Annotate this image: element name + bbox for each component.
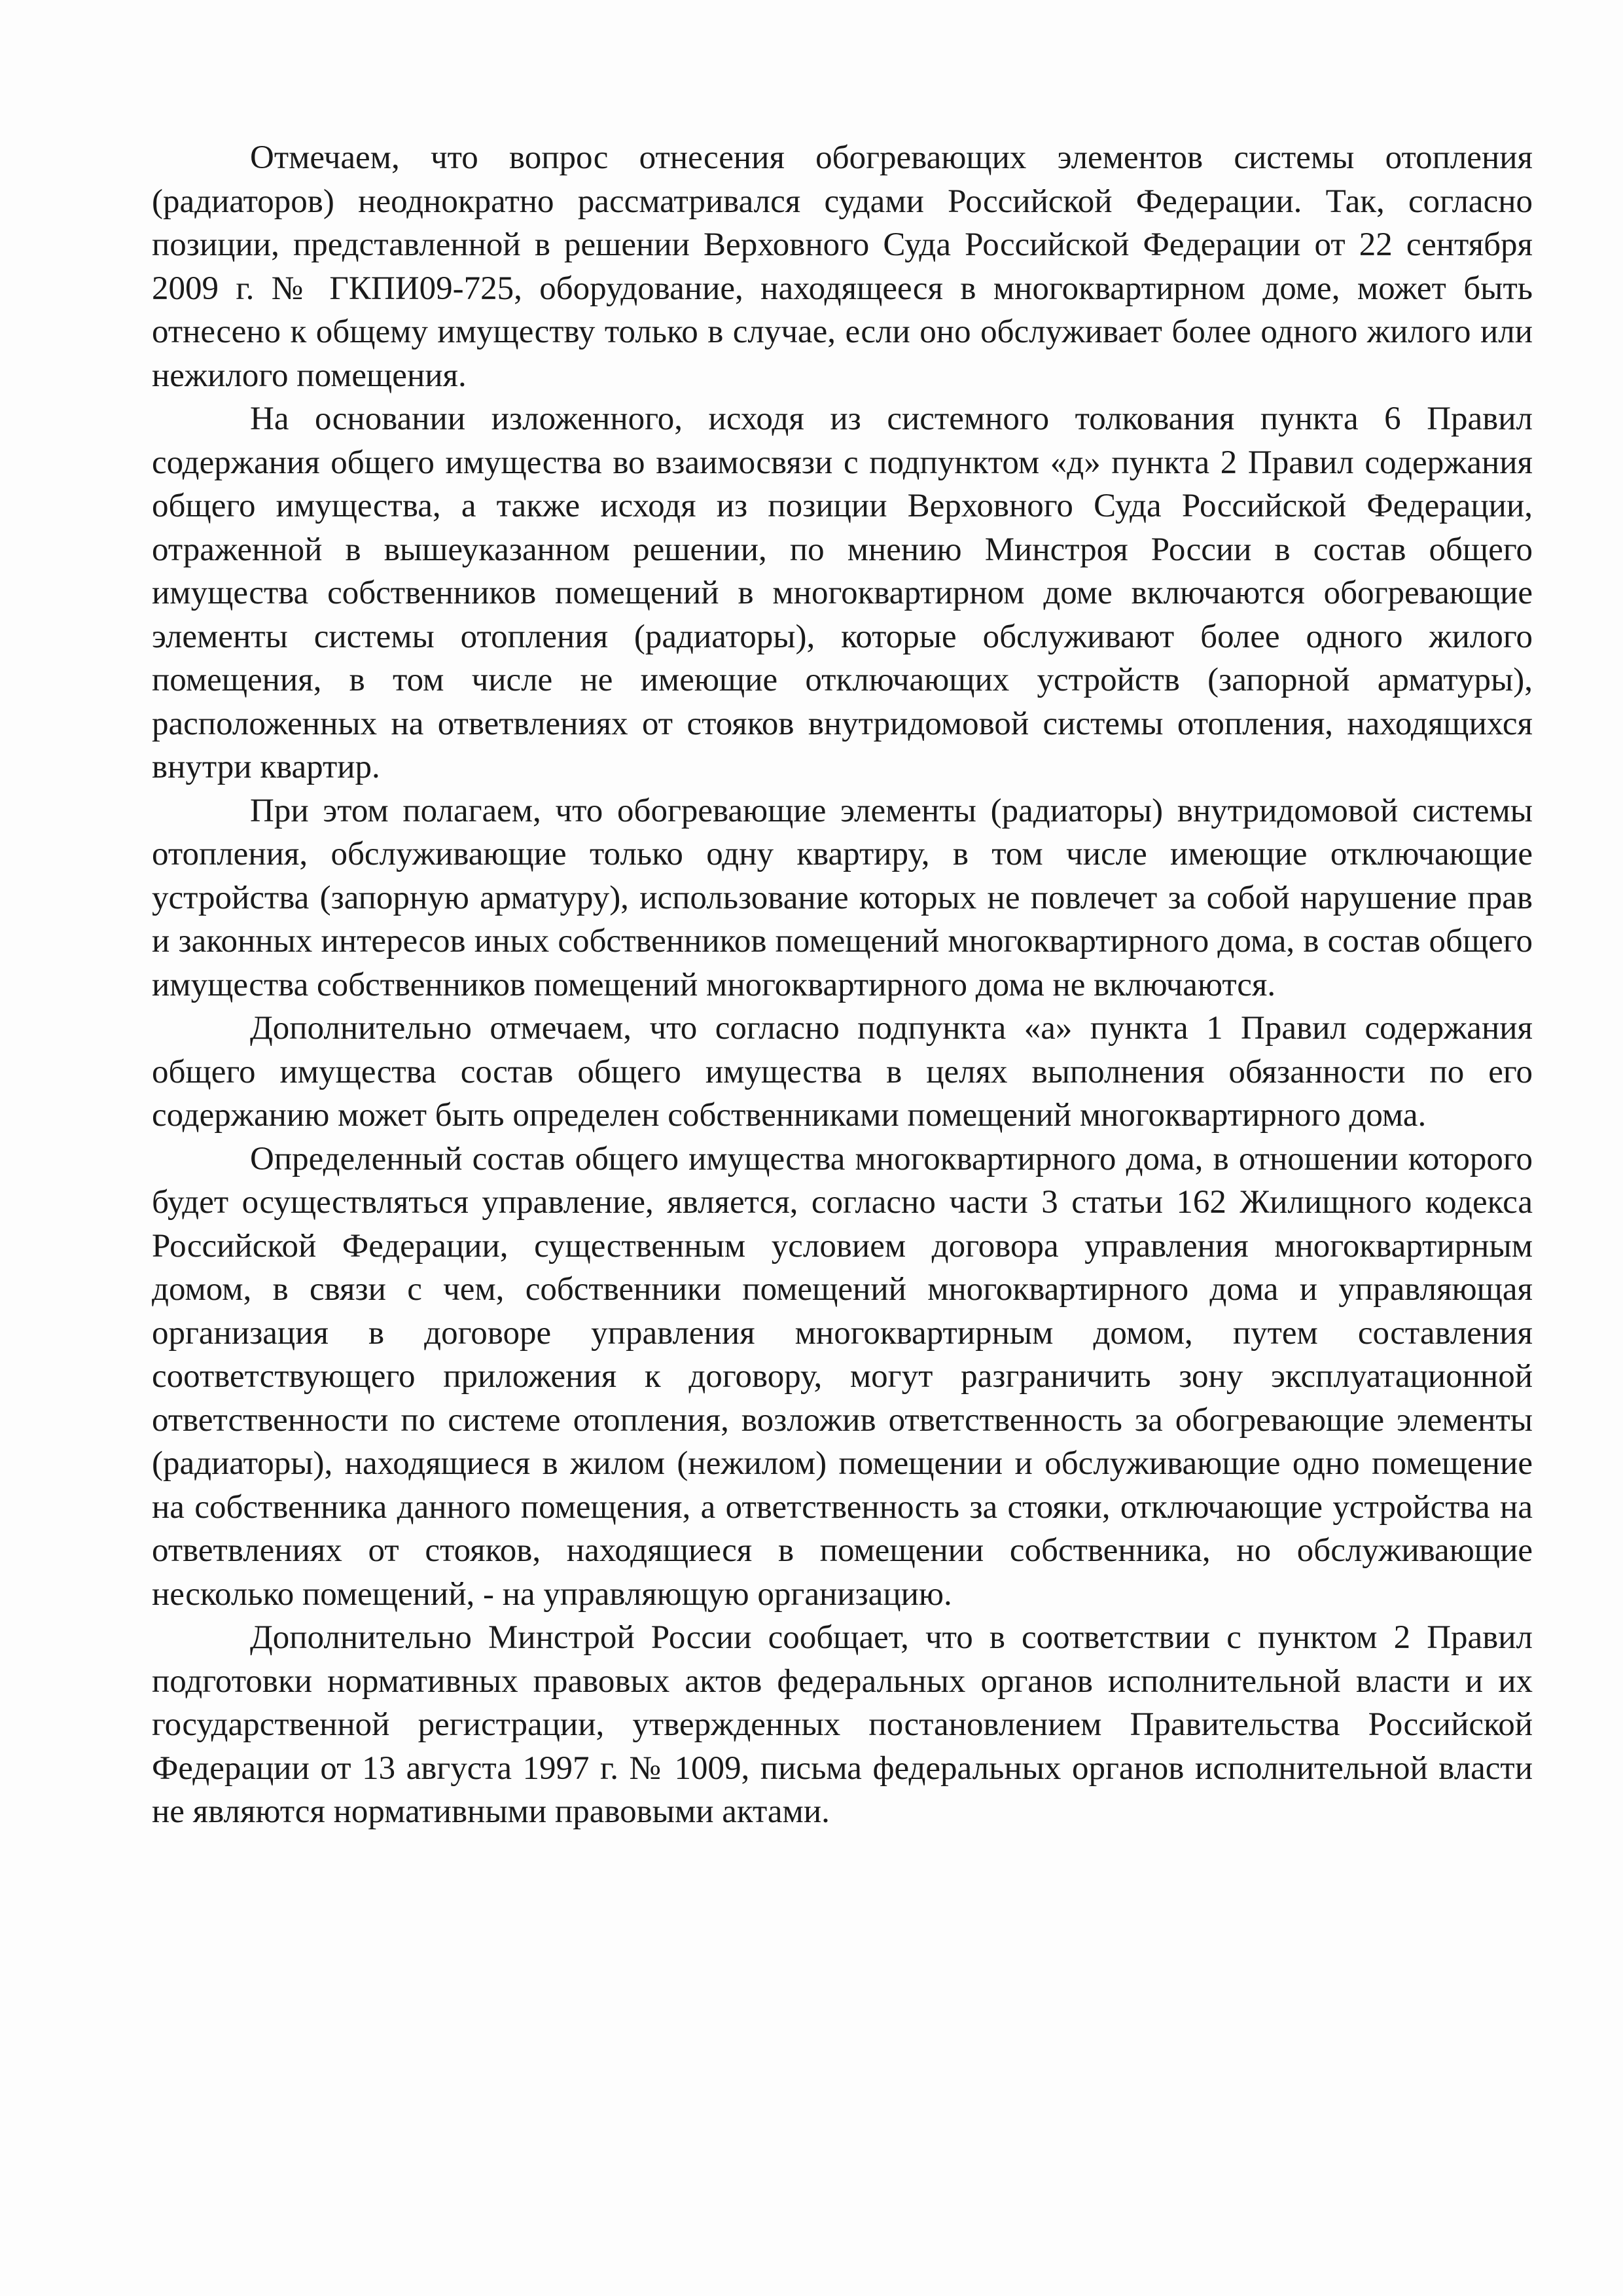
paragraph-single-apartment-radiators: При этом полагаем, что обогревающие элементы (радиаторы) внутридомовой системы отопления, обслуживающие только одну квартиру, в том числе имеющие отключающие устройства (запорную арматуру), использование которых не повлечет за собой нарушение прав и законных интересов иных собственников помещений многоквартирного дома, в состав общего имущества собственников помещений многоквартирного дома не включаются. [152,792,1533,1003]
paragraph-management-agreement: Определенный состав общего имущества многоквартирного дома, в отношении которого будет осуществляться управление, является, согласно части 3 статьи 162 Жилищного кодекса Российской Федерации, существенным условием договора управления многоквартирным домом, в связи с чем, собственники помещений многоквартирного дома и управляющая организация в договоре управления многоквартирным домом, путем составления соответствующего приложения к договору, могут разграничить зону эксплуатационной ответственности по системе отопления, возложив ответственность за обогревающие элементы (радиаторы), находящиеся в жилом (нежилом) помещении и обслуживающие одно помещение на собственника данного помещения, а ответственность за стояки, отключающие устройства на ответвлениях от стояков, находящиеся в помещении собственника, но обслуживающие несколько помещений, - на управляющую организацию. [152,1140,1533,1613]
paragraph-ministry-opinion: На основании изложенного, исходя из системного толкования пункта 6 Правил содержания общего имущества во взаимосвязи с подпунктом «д» пункта 2 Правил содержания общего имущества, а также исходя из позиции Верховного Суда Российской Федерации, отраженной в вышеуказанном решении, по мнению Минстроя России в состав общего имущества собственников помещений в многоквартирном доме включаются обогревающие элементы системы отопления (радиаторы), которые обслуживают более одного жилого помещения, в том числе не имеющие отключающих устройств (запорной арматуры), расположенных на ответвлениях от стояков внутридомовой системы отопления, находящихся внутри квартир. [152,401,1533,785]
letter-body [152,136,1533,1834]
paragraph-court-practice: Отмечаем, что вопрос отнесения обогревающих элементов системы отопления (радиаторов) неоднократно рассматривался судами Российской Федерации. Так, согласно позиции, представленной в решении Верховного Суда Российской Федерации от 22 сентября 2009 г. № ГКПИ09-725, оборудование, находящееся в многоквартирном доме, может быть отнесено к общему имуществу только в случае, если оно обслуживает более одного жилого или нежилого помещения. [152,139,1533,394]
paragraph-legal-status: Дополнительно Минстрой России сообщает, что в соответствии с пунктом 2 Правил подготовки нормативных правовых актов федеральных органов исполнительной власти и их государственной регистрации, утвержденных постановлением Правительства Российской Федерации от 13 августа 1997 г. № 1009, письма федеральных органов исполнительной власти не являются нормативными правовыми актами. [152,1619,1533,1830]
paragraph-owners-determination: Дополнительно отмечаем, что согласно подпункта «а» пункта 1 Правил содержания общего имущества состав общего имущества в целях выполнения обязанности по его содержанию может быть определен собственниками помещений многоквартирного дома. [152,1010,1533,1134]
